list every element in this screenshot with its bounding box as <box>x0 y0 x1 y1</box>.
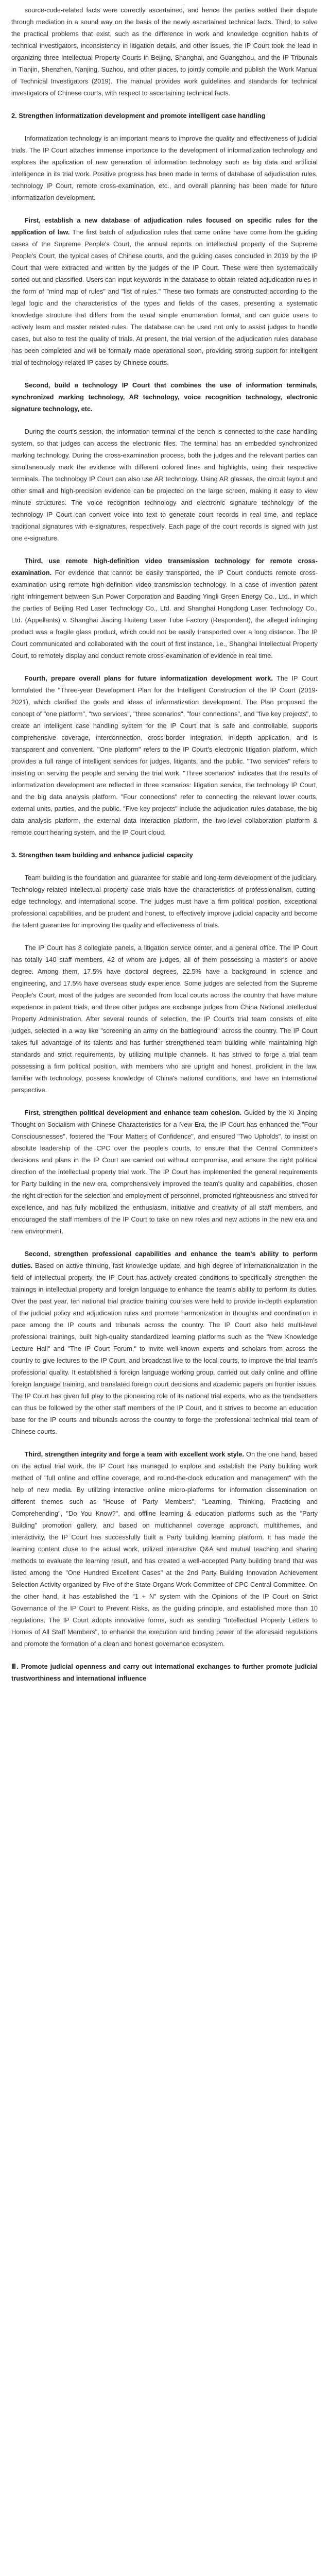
paragraph-text: On the one hand, based on the actual trial work, the IP Court has managed to explore and establish the Party building work method of "full online and offline coverage, and round-the-clock education and management" with the help of new media. By utilizing interactive online micro-platforms for information dissemination on different themes such as "House of Party Members", "Learning, Thinking, Practicing and Comprehending", "Do You Know?", and offline learning & education platforms such as the "Party Building" promotion gallery, and based on multichannel coverage approach, multithemes, and interactivity, the IP Court has successfully built a Party building learning platform. It has made the learning content close to the actual work, utilized interactive Q&A and mutual teaching and sharing methods to evaluate the learning result, and has created a well-accepted Party building brand that was listed among the "One Hundred Excellent Cases" at the 2nd Party Building Innovation Achievement Selection Activity organized by Five of the State Organs Work Committee of CPC Central Committee. On the other hand, it has established the "1 + N" system with the Opinions of the IP Court on Strict Governance of the IP Court to Prevent Risks, as the guiding principle, and established more than 10 regulations. The IP Court adopts innovative forms, such as sending "Intellectual Property Letters to Homes of All Staff Members", to enhance the execution and binding power of the aforesaid regulations and promote the formation of a clean and honest governance ecosystem. <box>11 1450 318 1648</box>
paragraph-text: Based on active thinking, fast knowledge update, and high degree of internationalization in the field of intellectual property, the IP Court has actively created conditions to specifically strengthen the trainings in intellectual property and foreign language to enhance the team's ability to perform its duties. Over the past year, ten national trial practice training courses were held to provide in-depth explanation of the judicial policy and adjudication rules and promote harmonization in thoughts and coordination in pace among the IP courts and tribunals across the country. The IP Court also held multi-level professional trainings, built high-quality standardized learning platforms such as the "New Knowledge Lecture Hall" and "The IP Court Forum," to invite well-known experts and scholars from across the country to give lectures to the IP Court, and broadcast live to the local courts, to improve the trial team's professional quality. It established a foreign language working group, carried out daily online and offline foreign language training, and translated foreign court decisions and academic papers on frontier issues. The IP Court has given full play to the pioneering role of its national trial experts, who as the trendsetters can thus be followed by the other staff members of the IP Court, and it strives to become an education base for the IP courts and tribunals across the country to forge the professional technical trial team of Chinese courts. <box>11 1262 318 1435</box>
body-paragraph <box>11 1248 318 1437</box>
body-paragraph <box>11 1107 318 1237</box>
body-paragraph <box>11 872 318 931</box>
paragraph-text: Informatization technology is an important means to improve the quality and effectiveness of judicial trials. The IP Court attaches immense importance to the development of informatization technology and explores the application of new generation of information technology such as big data and artificial intelligence in its trial work. Positive progress has been made in terms of database of adjudication rules, technology IP Court, remote cross-examination, etc., and overall planning has been made for future informatization development. <box>11 134 318 201</box>
paragraph-text: For evidence that cannot be easily transported, the IP Court conducts remote cross-examination using remote high-definition video transmission technology. In a case of invention patent right infringement between Sun Power Corporation and Baoding Yingli Green Energy Co., Ltd., in which the parties of Beijing Red Laser Technology Co., Ltd. and Shanghai Hongdong Laser Technology Co., Ltd. (Appellants) v. Shanghai Jiading Huiteng Laser Tube Factory (Respondent), the alleged infringing product was a fragile glass product, which could not be easily transported over a long distance. The IP Court communicated and collaborated with the court of first instance, i.e., Shanghai Intellectual Property Court, to remotely display and conduct remote cross-examination of evidence in real time. <box>11 569 318 659</box>
body-paragraph <box>11 214 318 368</box>
paragraph-text: The IP Court formulated the "Three-year Development Plan for the Intelligent Construction of the IP Court (2019-2021), which clarified the goals and ideas of informatization development. The Plan proposed the concept of "one platform", "two services", "three scenarios", "four connections", and "five key projects", to create an intelligent case handling system for the IP Court that is safe and controllable, supports comprehensive coverage, interconnection, cross-border integration, in-depth application, and is transparent and convenient. "One platform" refers to the IP Court's electronic litigation platform, which provides a full range of intelligent services for judges, litigants, and the public. "Two services" refers to insisting on serving the people and serving the trial work. "Three scenarios" indicates that the results of informatization development are reflected in three scenarios: litigation service, the technology IP Court, and the big data analysis platform. "Four connections" refer to connecting the relevant lower courts, external units, parties, and the public. "Five key projects" include the adjudication rules database, the big data analysis platform, the external data interaction platform, the two-level collaboration platform & remote court hearing system, and the IP Court cloud. <box>11 674 318 836</box>
paragraph-lead: Third, use remote high-definition video transmission technology for remote cross-examination. <box>11 557 318 577</box>
paragraph-text: The IP Court has 8 collegiate panels, a litigation service center, and a general office. The IP Court has totally 140 staff members, 42 of whom are judges, all of them possessing a master's or above degree. Among them, 17.5% have doctoral degrees, 22.5% have a background in science and engineering, and 17.5% have overseas study experience. Some judges are selected from the Supreme People's Court, most of the judges are seconded from local courts across the country that have mature experience in patent trials, and three other judges are exchange judges from China National Intellectual Property Administration. After several rounds of selection, the IP Court's trial team consists of elite judges, selected in a way like "screening an army on the battleground" across the country. The IP Court takes full advantage of its talents and has further strengthened team building while maintaining high standards and strict requirements, by utilizing multiple channels. It has strived to forge a trial team possessing a firm political position, with members who are upright and honest, proficient in the law, familiar with technology, possess knowledge of China's national conditions, and have an international perspective. <box>11 944 318 1094</box>
paragraph-text: The first batch of adjudication rules that came online have come from the guiding cases of the Supreme People's Court, the annual reports on intellectual property of the Supreme People's Court, the typical cases of Chinese courts, and the guiding cases concluded in 2019 by the IP Court that were extracted and written by the judges of the IP Court. These were then systematically sorted out and classified. Users can input keywords in the database to obtain related adjudication rules in the form of "mind map of rules" and "list of rules." These two formats are constructed according to the legal logic and the characteristics of the types and fields of the cases, presenting a systematic knowledge structure that differs from the usual simple enumeration format, and can guide users to actively learn and master related rules. The database can be used not only to assist judges to handle cases, but also to test the quality of trials. At present, the trial version of the adjudication rules database has been completed and will be formally made operational soon, providing strong support for intelligent trial of technology-related IP cases by Chinese courts. <box>11 228 318 366</box>
section-heading: Ⅲ. Promote judicial openness and carry out international exchanges to further promote judicial trustworthiness and international influence <box>11 1663 318 1682</box>
paragraph-lead: Second, strengthen professional capabilities and enhance the team's ability to perform duties. <box>11 1250 318 1269</box>
paragraph-lead: First, establish a new database of adjudication rules focused on specific rules for the application of law. <box>11 216 318 236</box>
body-paragraph <box>11 426 318 544</box>
paragraph-text: Team building is the foundation and guarantee for stable and long-term development of the judiciary. Technology-related intellectual property case trials have the characteristics of professionalism, cutting-edge technology, and international scope. The judges must have a firm political position, exceptional professional capabilities, and be prudent and honest, to effectively improve judicial capacity and become the talent guarantee for improving the quality and effectiveness of trials. <box>11 874 318 929</box>
article-body <box>11 4 318 1684</box>
paragraph-lead: First, strengthen political development and enhance team cohesion. <box>24 1109 242 1116</box>
section-heading: 3. Strengthen team building and enhance judicial capacity <box>11 851 193 859</box>
paragraph-lead: Second, build a technology IP Court that combines the use of information terminals, synchronized marking technology, AR technology, voice recognition technology, electronic signature technology, etc. <box>11 381 318 413</box>
paragraph-lead: Third, strengthen integrity and forge a team with excellent work style. <box>24 1450 245 1458</box>
body-paragraph <box>11 555 318 662</box>
section-heading: 2. Strengthen informatization development and promote intelligent case handling <box>11 112 266 120</box>
body-paragraph <box>11 1448 318 1650</box>
paragraph-text: Guided by the Xi Jinping Thought on Socialism with Chinese Characteristics for a New Era, the IP Court has enhanced the "Four Consciousnesses", fostered the "Four Matters of Confidence", and ensured "Two Upholds", to insist on absolute leadership of the CPC over the people's courts, to ensure that the Central Committee's decisions and plans in the IP Court are carried out without compromise, and ensure the right political direction of the intellectual property trial work. The IP Court has implemented the general requirements for Party building in the new era, comprehensively improved the team's quality and capabilities, chosen the right direction for the selection and employment of personnel, promoted righteousness and strived for excellence, and has fully mobilized the enthusiasm, initiative and creativity of all staff members, and encouraged the staff members of the IP Court to take on new roles and new actions in the new era and new environment. <box>11 1109 318 1235</box>
body-paragraph <box>11 379 318 415</box>
body-paragraph <box>11 132 318 204</box>
body-paragraph <box>11 672 318 838</box>
paragraph-lead: Fourth, prepare overall plans for future informatization development work. <box>24 674 273 682</box>
paragraph-text: source-code-related facts were correctly ascertained, and hence the parties settled their dispute through mediation in a sound way on the basis of the newly ascertained technical facts. Third, to solve the practical problems that exist, such as the difference in work and knowledge cognition habits of technical investigators, inconsistency in litigation details, and other issues, the IP Court took the lead in organizing three Intellectual Property Courts in Beijing, Shanghai, and Guangzhou, and the IP Tribunals in Tianjin, Shenzhen, Nanjing, Suzhou, and other places, to jointly compile and publish the Work Manual of Technical Investigators (2019). The manual provides work guidelines and standards for technical investigators of Chinese courts, with respect to ascertaining technical facts. <box>11 6 318 97</box>
body-paragraph <box>11 4 318 99</box>
paragraph-text: During the court's session, the information terminal of the bench is connected to the case handling system, so that judges can access the electronic files. The terminal has an embedded synchronized marking technology. During the cross-examination process, both the judges and the relevant parties can simultaneously mark the evidence with different colored lines and highlights, using their respective terminals. The technology IP Court can also use AR technology. Using AR glasses, the circuit layout and other small and high-precision evidence can be projected on the large screen, making it easy to view minute structures. The voice recognition technology and electronic signature technology of the technology IP Court can convert voice into text to generate court records in real time, and replace traditional signatures with e-signatures, respectively. Each page of the court records is signed with just one e-signature. <box>11 428 318 542</box>
body-paragraph <box>11 942 318 1096</box>
